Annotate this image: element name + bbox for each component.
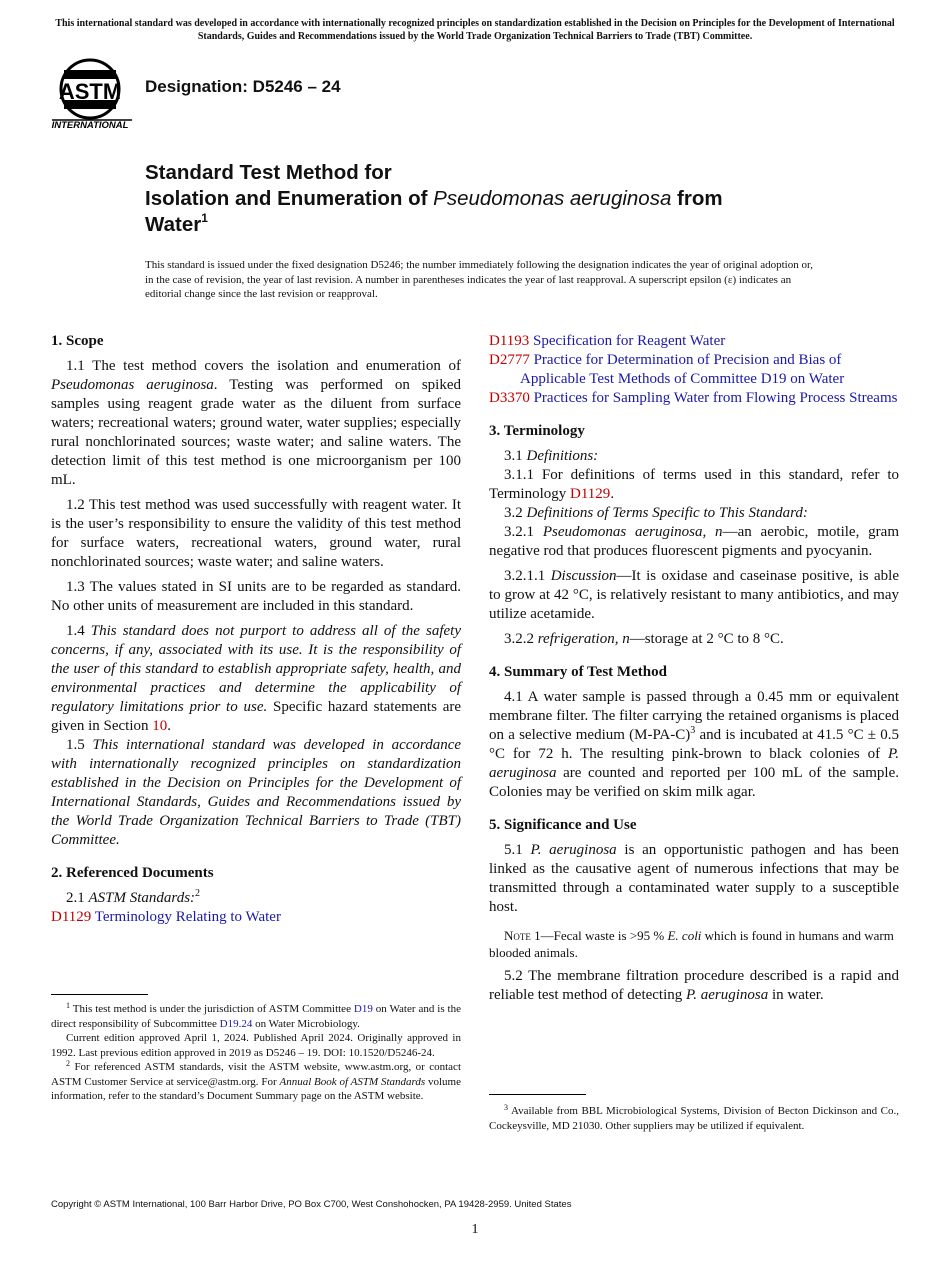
- ref-d2777[interactable]: D2777 Practice for Determination of Precision and Bias of Applicable Test Methods of Committee D19 on Water: [489, 352, 845, 387]
- copyright: Copyright © ASTM International, 100 Barr Harbor Drive, PO Box C700, West Conshohocken, PA 19428-2959. United States: [51, 1199, 572, 1210]
- title-line-1: Standard Test Method for: [145, 161, 392, 184]
- section-heading-significance: 5. Significance and Use: [489, 817, 637, 833]
- para-4-1: 4.1 A water sample is passed through a 0.45 mm or equivalent membrane filter. The filter carrying the retained organisms is placed on a selective medium $(M-PA-C)^3$ and is incubated at 41.5 °C ± 0.5 °C for 72 h. The resulting pink-brown to black colonies of P. aeruginosa are counted and reported per 100 mL of the sample. Colonies may be verified on skim milk agar.: [489, 689, 899, 800]
- link-d1129[interactable]: D1129: [570, 486, 611, 502]
- ref-d1129[interactable]: D1129 Terminology Relating to Water: [51, 909, 281, 925]
- logo-subtext: INTERNATIONAL: [51, 120, 129, 131]
- para-3-2-1-1: 3.2.1.1 Discussion—It is oxidase and caseinase positive, is able to grow at 42 °C, is relatively resistant to many antibiotics, and may utilize acetamide.: [489, 568, 900, 622]
- section-heading-referenced: 2. Referenced Documents: [51, 865, 214, 881]
- tbt-notice: This international standard was developed in accordance with internationally recognized principles on standardization established in the Decision on Principles for the Development of International Standards, Guides and Recommendations issued by the World Trade Organization Technical Barriers to Trade (TBT) Committee.: [55, 18, 895, 42]
- para-1-4: 1.4 This standard does not purport to address all of the safety concerns, if any, associated with its use. It is the responsibility of the user of this standard to establish appropriate safety, health, and environmental practices and determine the applicability of regulatory limitations prior to use. Specific hazard statements are given in Section 10.: [51, 623, 461, 734]
- ref-d1193[interactable]: D1193 Specification for Reagent Water: [489, 333, 726, 349]
- right-column: [489, 332, 899, 1011]
- para-1-5: 1.5 This international standard was developed in accordance with internationally recognized principles on standardization established in the Decision on Principles for the Development of International Standards, Guides and Recommendations issued by the World Trade Organization Technical Barriers to Trade (TBT) Committee.: [51, 737, 462, 848]
- footnotes-right: [489, 1104, 899, 1133]
- footnote-1: $^1$ This test method is under the jurisdiction of ASTM Committee D19 on Water and is the direct responsibility of Subcommittee D19.24 on Water Microbiology.: [51, 1001, 461, 1030]
- page-number: 1: [471, 1222, 479, 1237]
- para-2-1: 2.1 ASTM Standards:$^2$: [66, 888, 201, 906]
- link-d19[interactable]: D19: [353, 1003, 373, 1015]
- footnotes-left: [51, 1002, 461, 1104]
- title-line-3: Water$^1$: [145, 211, 208, 236]
- page-title: [145, 160, 845, 238]
- link-d19-24[interactable]: D19.24: [219, 1017, 253, 1030]
- para-1-2: 1.2 This test method was used successfully with reagent water. It is the user’s responsibility to ensure the validity of this test method for surface waters, recreational waters, ground water, rural nonchlorinated sources; waste water; and saline waters.: [51, 497, 461, 570]
- note-1: Note 1—Fecal waste is >95 % E. coli which is found in humans and warm blooded animals.: [489, 928, 894, 960]
- footnote-divider-right: [489, 1094, 586, 1095]
- section-heading-summary: 4. Summary of Test Method: [489, 664, 667, 680]
- para-1-1: 1.1 The test method covers the isolation and enumeration of Pseudomonas aeruginosa. Testing was performed on spiked samples using reagent grade water as the diluent from surface waters; recreational waters; ground water, water supplies; especially rural nonchlorinated sources; waste water; and saline waters. The detection limit of this test method is one microorganism per 100 mL.: [51, 358, 461, 488]
- intro-paragraph: This standard is issued under the fixed designation D5246; the number immediately following the designation indicates the year of original adoption or, in the case of revision, the year of last revision. A number in parentheses indicates the year of last reapproval. A superscript epsilon (ε) indicates an editorial change since the last revision or reapproval.: [145, 259, 813, 300]
- para-3-1-1: 3.1.1 For definitions of terms used in this standard, refer to Terminology D1129.: [489, 467, 899, 502]
- footnote-3: $^3$ Available from BBL Microbiological Systems, Division of Becton Dickinson and Co., Cockeysville, MD 21030. Other suppliers may be utilized if equivalent.: [489, 1103, 899, 1132]
- left-column: [51, 332, 461, 927]
- footnote-divider: [51, 994, 148, 995]
- para-3-2: 3.2 Definitions of Terms Specific to This Standard:: [504, 505, 808, 521]
- section-heading-terminology: 3. Terminology: [489, 423, 585, 439]
- section-10-link[interactable]: 10: [152, 718, 168, 734]
- logo-text: ASTM: [58, 79, 122, 104]
- title-line-2: Isolation and Enumeration of Pseudomonas aeruginosa from: [145, 187, 723, 210]
- astm-logo-icon: [50, 56, 136, 132]
- footnote-1b: Current edition approved April 1, 2024. Published April 2024. Originally approved in 1992. Last previous edition approved in 2019 as D5246 – 19. DOI: 10.1520/D5246-24.: [51, 1032, 461, 1059]
- para-5-2: 5.2 The membrane filtration procedure described is a rapid and reliable test method of detecting P. aeruginosa in water.: [489, 968, 899, 1003]
- section-heading-scope: 1. Scope: [51, 333, 104, 349]
- para-1-3: 1.3 The values stated in SI units are to be regarded as standard. No other units of measurement are included in this standard.: [51, 579, 461, 614]
- para-3-1: 3.1 Definitions:: [504, 448, 599, 464]
- ref-d3370[interactable]: D3370 Practices for Sampling Water from Flowing Process Streams: [489, 390, 898, 406]
- designation: Designation: D5246 – 24: [145, 77, 341, 96]
- footnote-2: $^2$ For referenced ASTM standards, visit the ASTM website, www.astm.org, or contact ASTM Customer Service at service@astm.org. For Annual Book of ASTM Standards volume information, refer to the standard’s Document Summary page on the ASTM website.: [51, 1059, 461, 1102]
- para-3-2-2: 3.2.2 refrigeration, n—storage at 2 °C to 8 °C.: [504, 631, 784, 647]
- para-3-2-1: 3.2.1 Pseudomonas aeruginosa, n—an aerobic, motile, gram negative rod that produces fluorescent pigments and pyocyanin.: [489, 524, 899, 559]
- para-5-1: 5.1 P. aeruginosa is an opportunistic pathogen and has been linked as the causative agent of numerous infections that may be transmitted through a contaminated water supply to a susceptible host.: [489, 842, 900, 915]
